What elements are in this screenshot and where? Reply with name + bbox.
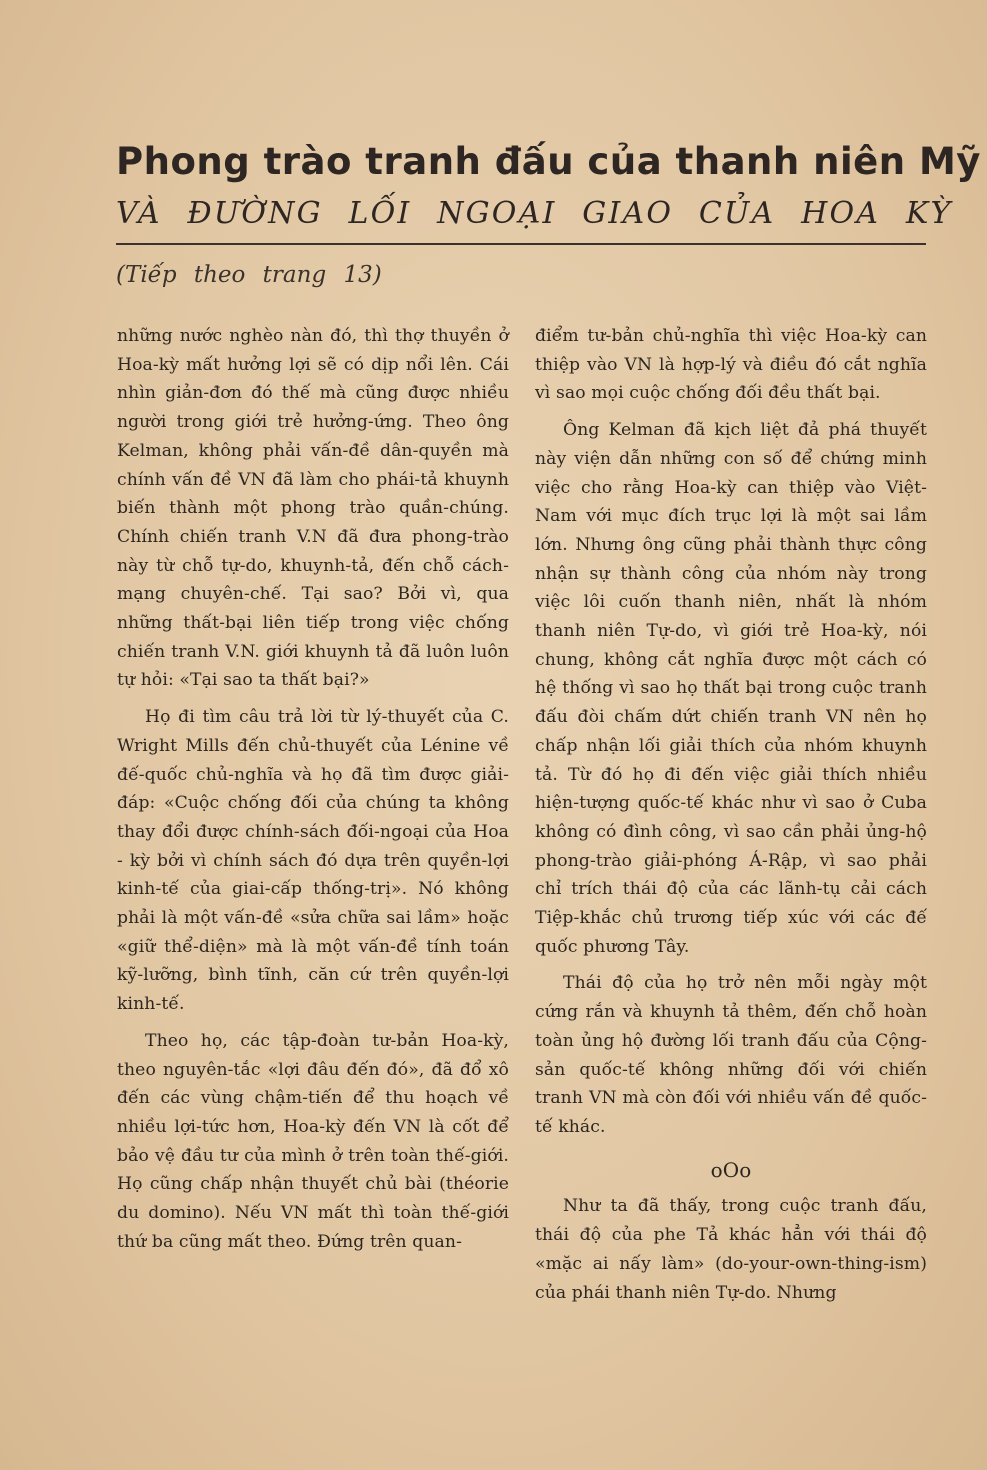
paragraph: Như ta đã thấy, trong cuộc tranh đấu, thái độ của phe Tả khác hẳn với thái độ «mặc ai nấy làm» (do-your-own-thing-ism) của phái thanh niên Tự-do. Nhưng (535, 1196, 927, 1303)
article-subtitle: VÀ ĐƯỜNG LỐI NGOẠI GIAO CỦA HOA KỲ (116, 196, 953, 231)
paragraph: những nước nghèo nàn đó, thì thợ thuyền ở Hoa-kỳ mất hưởng lợi sẽ có dịp nổi lên. Cái nhìn giản-đơn đó thế mà cũng được nhiều người trong giới trẻ hưởng-ứng. Theo ông Kelman, không phải vấn-đề dân-quyền mà chính vấn đề VN đã làm cho phái-tả khuynh biến thành một phong trào quần-chúng. Chính chiến tranh V.N đã đưa phong-trào này từ chỗ tự-do, khuynh-tả, đến chỗ cách-mạng chuyên-chế. Tại sao? Bởi vì, qua những thất-bại liên tiếp trong việc chống chiến tranh V.N. giới khuynh tả đã luôn luôn tự hỏi: «Tại sao ta thất bại?» (117, 326, 509, 691)
paragraph: Thái độ của họ trở nên mỗi ngày một cứng rắn và khuynh tả thêm, đến chỗ hoàn toàn ủng hộ đường lối tranh đấu của Cộng-sản quốc-tế không những đối với chiến tranh VN mà còn đối với nhiều vấn đề quốc-tế khác. (535, 973, 927, 1137)
paragraph: điểm tư-bản chủ-nghĩa thì việc Hoa-kỳ can thiệp vào VN là hợp-lý và điều đó cắt nghĩa vì sao mọi cuộc chống đối đều thất bại. (535, 326, 927, 404)
paragraph: Họ đi tìm câu trả lời từ lý-thuyết của C. Wright Mills đến chủ-thuyết của Lénine về đế-quốc chủ-nghĩa và họ đã tìm được giải-đáp: «Cuộc chống đối của chúng ta không thay đổi được chính-sách đối-ngoại của Hoa - kỳ bởi vì chính sách đó dựa trên quyền-lợi kinh-tế của giai-cấp thống-trị». Nó không phải là một vấn-đề «sửa chữa sai lầm» hoặc «giữ thể-diện» mà là một vấn-đề tính toán kỹ-lưỡng, bình tĩnh, căn cứ trên quyền-lợi kinh-tế. (117, 707, 509, 1015)
title-rule (116, 243, 926, 245)
article-title: Phong trào tranh đấu của thanh niên Mỹ (116, 140, 981, 183)
section-ornament: oOo (710, 1157, 752, 1182)
continued-note: (Tiếp theo trang 13) (116, 262, 382, 288)
paragraph: Theo họ, các tập-đoàn tư-bản Hoa-kỳ, theo nguyên-tắc «lợi đâu đến đó», đã đổ xô đến các vùng chậm-tiến để thu hoạch về nhiều lợi-tức hơn, Hoa-kỳ đến VN là cốt để bảo vệ đầu tư của mình ở trên toàn thế-giới. Họ cũng chấp nhận thuyết chủ bài (théorie du domino). Nếu VN mất thì toàn thế-giới thứ ba cũng mất theo. Đứng trên quan- (117, 1030, 509, 1252)
left-column (117, 322, 509, 1257)
right-column (535, 322, 927, 1307)
paragraph: Ông Kelman đã kịch liệt đả phá thuyết này viện dẫn những con số để chứng minh việc cho rằng Hoa-kỳ can thiệp vào Việt-Nam với mục đích trục lợi là một sai lầm lớn. Nhưng ông cũng phải thành thực công nhận sự thành công của nhóm này trong việc lôi cuốn thanh niên, nhất là nhóm thanh niên Tự-do, vì giới trẻ Hoa-kỳ, nói chung, không cắt nghĩa được một cách có hệ thống vì sao họ thất bại trong cuộc tranh đấu đòi chấm dứt chiến tranh VN nên họ chấp nhận lối giải thích của nhóm khuynh tả. Từ đó họ đi đến việc giải thích nhiều hiện-tượng quốc-tế khác như vì sao ở Cuba không có đình công, vì sao cần phải ủng-hộ phong-trào giải-phóng Á-Rập, vì sao phải chỉ trích thái độ của các lãnh-tụ cải cách Tiệp-khắc chủ trương tiếp xúc với các đế quốc phương Tây. (535, 420, 927, 957)
